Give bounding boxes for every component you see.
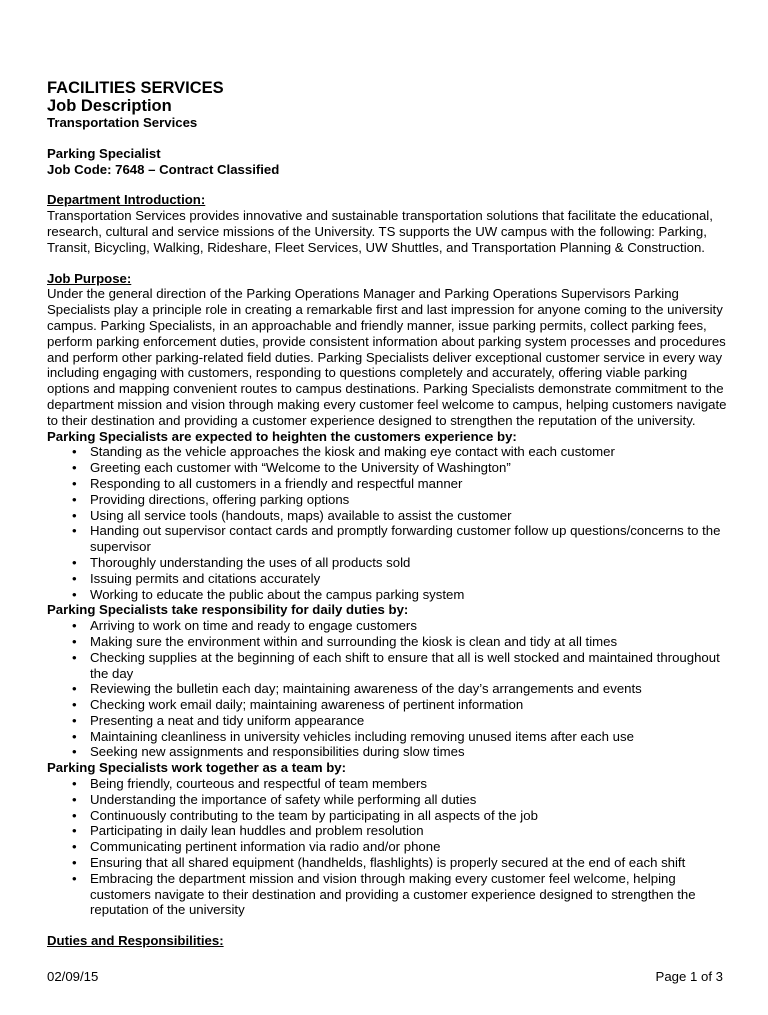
list-item: • Greeting each customer with “Welcome to the University of Washington” xyxy=(47,460,731,476)
expectation-sections xyxy=(47,429,731,919)
list-item: • Working to educate the public about the campus parking system xyxy=(47,587,731,603)
doc-type: Job Description xyxy=(47,97,172,115)
purpose-heading: Job Purpose: xyxy=(47,270,132,286)
duties-heading: Duties and Responsibilities: xyxy=(47,933,224,949)
org-title: FACILITIES SERVICES xyxy=(47,79,224,97)
list-item: • Making sure the environment within and surrounding the kiosk is clean and tidy at all times xyxy=(47,634,731,650)
list-item: • Embracing the department mission and vision through making every customer feel welcome, helping customers navigate to their destination and providing a customer experience designed to strengthen the reputation of the university xyxy=(47,871,731,918)
list-item: • Responding to all customers in a friendly and respectful manner xyxy=(47,476,731,492)
department-name: Transportation Services xyxy=(47,115,198,130)
list-item: • Understanding the importance of safety while performing all duties xyxy=(47,792,731,808)
list-item: • Standing as the vehicle approaches the kiosk and making eye contact with each customer xyxy=(47,444,731,460)
list-item: • Presenting a neat and tidy uniform appearance xyxy=(47,713,731,729)
list-item: • Issuing permits and citations accurately xyxy=(47,571,731,587)
list-item: • Handing out supervisor contact cards and promptly forwarding customer follow up questions/concerns to the supervisor xyxy=(47,523,731,555)
section-heading: Parking Specialists work together as a team by: xyxy=(47,760,347,776)
page-footer xyxy=(47,949,723,985)
list-item: • Checking work email daily; maintaining awareness of pertinent information xyxy=(47,697,731,713)
list-item: • Providing directions, offering parking options xyxy=(47,492,731,508)
section-heading: Parking Specialists are expected to heighten the customers experience by: xyxy=(47,428,517,444)
job-code: Job Code: 7648 – Contract Classified xyxy=(47,161,280,177)
list-item: • Participating in daily lean huddles and problem resolution xyxy=(47,823,731,839)
purpose-text: Under the general direction of the Parking Operations Manager and Parking Operations Supervisors Parking Specialists play a principle role in creating a remarkable first and last impression for anyone coming to the university campus. Parking Specialists, in an approachable and friendly manner, issue parking permits, collect parking fees, perform parking enforcement duties, provide consistent information about parking system processes and procedures and perform other parking-related field duties. Parking Specialists deliver exceptional customer service in every way including engaging with customers, responding to questions completely and accurately, offering viable parking options and mapping convenient routes to campus destinations. Parking Specialists demonstrate commitment to the department mission and vision through making every customer feel welcome to campus, helping customers navigate to their destination and providing a customer experience designed to strengthen the reputation of the university. xyxy=(47,286,727,428)
list-item: • Reviewing the bulletin each day; maintaining awareness of the day’s arrangements and events xyxy=(47,681,731,697)
list-item: • Communicating pertinent information via radio and/or phone xyxy=(47,839,731,855)
list-item: • Continuously contributing to the team by participating in all aspects of the job xyxy=(47,808,731,824)
list-item: • Seeking new assignments and responsibilities during slow times xyxy=(47,744,731,760)
footer-page-number: Page 1 of 3 xyxy=(655,969,723,985)
bullet-list xyxy=(47,618,731,760)
list-item: • Checking supplies at the beginning of each shift to ensure that all is well stocked and maintained throughout the day xyxy=(47,650,731,682)
list-item: • Thoroughly understanding the uses of all products sold xyxy=(47,555,731,571)
intro-heading: Department Introduction: xyxy=(47,192,206,208)
intro-text: Transportation Services provides innovative and sustainable transportation solutions that facilitate the educational, research, cultural and service missions of the University. TS supports the UW campus with the following: Parking, Transit, Bicycling, Walking, Rideshare, Fleet Services, UW Shuttles, and Transportation Planning & Construction. xyxy=(47,208,713,255)
footer-date: 02/09/15 xyxy=(47,969,99,985)
bullet-list xyxy=(47,776,731,918)
list-item: • Maintaining cleanliness in university vehicles including removing unused items after each use xyxy=(47,729,731,745)
list-item: • Arriving to work on time and ready to engage customers xyxy=(47,618,731,634)
bullet-list xyxy=(47,444,731,602)
document-page xyxy=(47,79,731,949)
list-item: • Being friendly, courteous and respectful of team members xyxy=(47,776,731,792)
list-item: • Ensuring that all shared equipment (handhelds, flashlights) is properly secured at the end of each shift xyxy=(47,855,731,871)
list-item: • Using all service tools (handouts, maps) available to assist the customer xyxy=(47,508,731,524)
section-heading: Parking Specialists take responsibility for daily duties by: xyxy=(47,602,409,618)
job-title: Parking Specialist xyxy=(47,145,161,161)
